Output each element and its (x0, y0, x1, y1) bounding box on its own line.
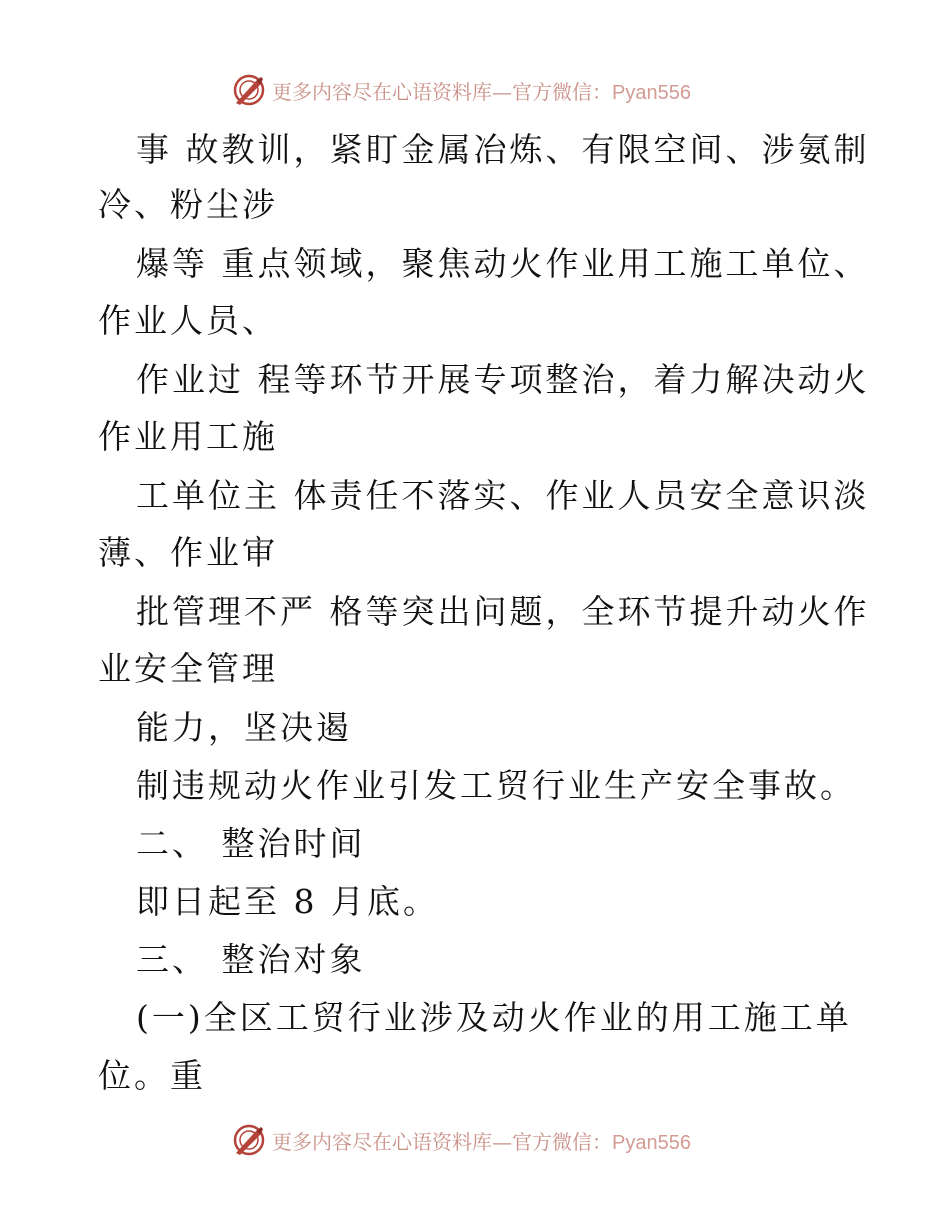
text-line: 即日起至 8 月底。 (136, 882, 439, 921)
text-line: (一)全区工贸行业涉及动火作业的用工施工单 (136, 998, 852, 1037)
text-line: 业安全管理 (98, 649, 278, 688)
pen-logo-icon (232, 73, 266, 107)
watermark-handle: Pyan556 (612, 1131, 691, 1154)
watermark-label: 更多内容尽在心语资料库—官方微信： (272, 1129, 612, 1154)
watermark-handle: Pyan556 (612, 81, 691, 104)
footer-watermark (232, 1122, 732, 1158)
text-line: 爆等 重点领域，聚焦动火作业用工施工单位、 (136, 244, 870, 283)
text-line: 作业过 程等环节开展专项整治，着力解决动火 (136, 360, 870, 399)
text-line: 批管理不严 格等突出问题，全环节提升动火作 (136, 592, 870, 631)
text-line: 冷、粉尘涉 (98, 185, 278, 224)
text-line: 事 故教训，紧盯金属冶炼、有限空间、涉氨制 (136, 130, 870, 169)
text-line: 能力，坚决遏 (136, 708, 352, 747)
watermark-text (272, 76, 691, 105)
text-line: 作业人员、 (98, 301, 278, 340)
text-line: 位。重 (98, 1056, 206, 1095)
pen-logo-icon (232, 1123, 266, 1157)
text-line: 工单位主 体责任不落实、作业人员安全意识淡 (136, 476, 870, 515)
section-heading: 三、 整治对象 (136, 940, 366, 979)
watermark-label: 更多内容尽在心语资料库—官方微信： (272, 79, 612, 104)
header-watermark (232, 72, 732, 108)
text-line: 薄、作业审 (98, 533, 278, 572)
text-line: 制违规动火作业引发工贸行业生产安全事故。 (136, 766, 856, 805)
watermark-text (272, 1126, 691, 1155)
section-heading: 二、 整治时间 (136, 824, 366, 863)
text-line: 作业用工施 (98, 417, 278, 456)
